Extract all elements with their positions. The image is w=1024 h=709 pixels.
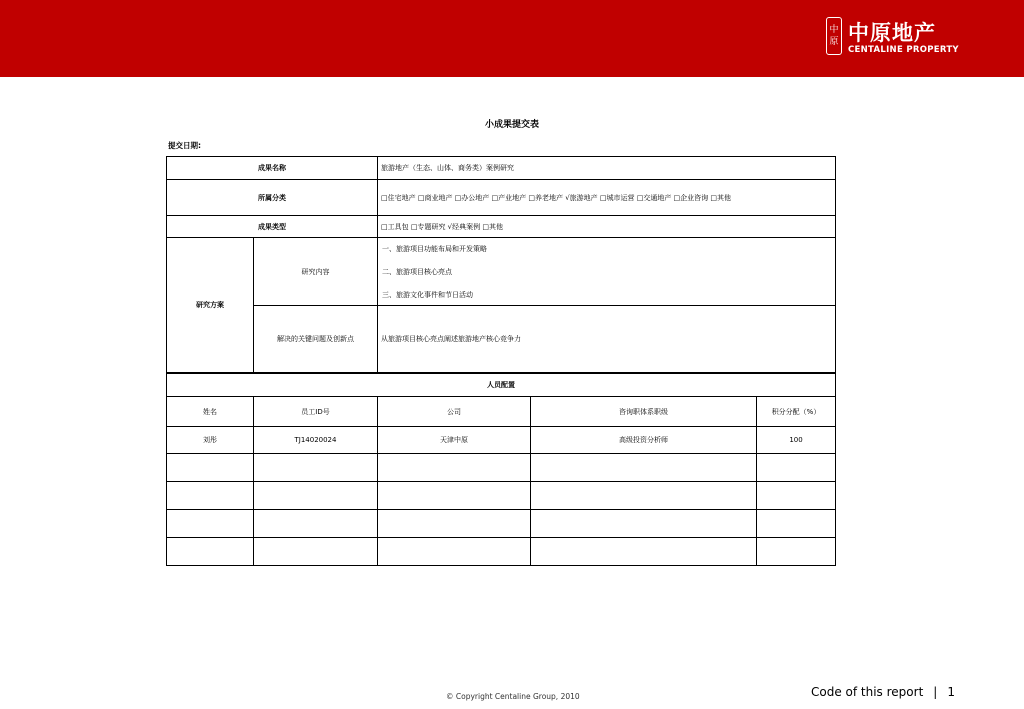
empty-cell[interactable]: [757, 454, 836, 482]
empty-cell[interactable]: [167, 454, 254, 482]
column-header-employee-id: 员工ID号: [254, 397, 378, 427]
key-problem-label: 解决的关键问题及创新点: [254, 306, 378, 373]
empty-cell[interactable]: [757, 482, 836, 510]
table-row: [167, 510, 836, 538]
column-header-company: 公司: [378, 397, 531, 427]
empty-cell[interactable]: [167, 482, 254, 510]
seal-char: 中: [829, 25, 839, 35]
empty-cell[interactable]: [757, 538, 836, 566]
research-content-line: 三、旅游文化事件和节日活动: [382, 291, 473, 299]
empty-cell[interactable]: [378, 454, 531, 482]
research-content-label: 研究内容: [254, 238, 378, 306]
report-code-label: Code of this report: [811, 685, 924, 699]
research-content-row: [167, 238, 836, 306]
empty-cell[interactable]: [531, 510, 757, 538]
staff-rank-cell[interactable]: 高级投资分析师: [531, 427, 757, 454]
empty-cell[interactable]: [254, 538, 378, 566]
column-header-points: 积分分配（%）: [757, 397, 836, 427]
category-label: 所属分类: [167, 180, 378, 216]
brand-name-en: CENTALINE PROPERTY: [848, 45, 959, 55]
brand-name-cn: 中原地产: [848, 21, 936, 45]
result-name-value[interactable]: 旅游地产（生态、山体、商务类）案例研究: [378, 157, 836, 180]
table-row: [167, 454, 836, 482]
research-plan-label: 研究方案: [167, 238, 254, 373]
result-name-label: 成果名称: [167, 157, 378, 180]
empty-cell[interactable]: [757, 510, 836, 538]
report-code-footer: [811, 685, 955, 699]
result-type-value[interactable]: □工具包 □专题研究 √经典案例 □其他: [378, 216, 836, 238]
document-title: 小成果提交表: [484, 120, 539, 130]
key-problem-row: [167, 306, 836, 373]
empty-cell[interactable]: [254, 454, 378, 482]
research-content-cell[interactable]: [378, 238, 836, 306]
staff-name-cell[interactable]: 刘彤: [167, 427, 254, 454]
footer-separator: |: [933, 685, 938, 699]
staff-header: 人员配置: [167, 373, 836, 397]
key-problem-value[interactable]: 从旅游项目核心亮点阐述旅游地产核心竞争力: [378, 306, 836, 373]
copyright-text: © Copyright Centaline Group, 2010: [446, 692, 580, 701]
column-header-rank: 咨询职体系职级: [531, 397, 757, 427]
empty-cell[interactable]: [531, 482, 757, 510]
staff-id-cell[interactable]: TJ14020024: [254, 427, 378, 454]
result-type-row: [167, 216, 836, 238]
category-value[interactable]: □住宅地产 □商业地产 □办公地产 □产业地产 □养老地产 √旅游地产 □城市运营 □交通地产 □企业咨询 □其他: [378, 180, 836, 216]
empty-cell[interactable]: [167, 538, 254, 566]
research-content-line: 二、旅游项目核心亮点: [382, 268, 452, 276]
table-row: [167, 482, 836, 510]
empty-cell[interactable]: [254, 510, 378, 538]
staff-header-row: [167, 373, 836, 397]
table-row: [167, 538, 836, 566]
seal-icon: [826, 17, 842, 55]
staff-company-cell[interactable]: 天津中原: [378, 427, 531, 454]
submission-table: [166, 156, 836, 566]
result-type-label: 成果类型: [167, 216, 378, 238]
result-name-row: [167, 157, 836, 180]
empty-cell[interactable]: [378, 538, 531, 566]
submit-date-label: 提交日期:: [168, 141, 201, 150]
empty-cell[interactable]: [254, 482, 378, 510]
seal-char: 原: [829, 37, 839, 47]
empty-cell[interactable]: [531, 538, 757, 566]
empty-cell[interactable]: [378, 510, 531, 538]
research-content-line: 一、旅游项目功能布局和开发策略: [382, 245, 487, 253]
page-number: 1: [947, 685, 955, 699]
table-row: [167, 427, 836, 454]
staff-points-cell[interactable]: 100: [757, 427, 836, 454]
empty-cell[interactable]: [531, 454, 757, 482]
column-header-name: 姓名: [167, 397, 254, 427]
empty-cell[interactable]: [378, 482, 531, 510]
empty-cell[interactable]: [167, 510, 254, 538]
header-bar: [0, 0, 1024, 77]
category-row: [167, 180, 836, 216]
staff-columns-row: [167, 397, 836, 427]
